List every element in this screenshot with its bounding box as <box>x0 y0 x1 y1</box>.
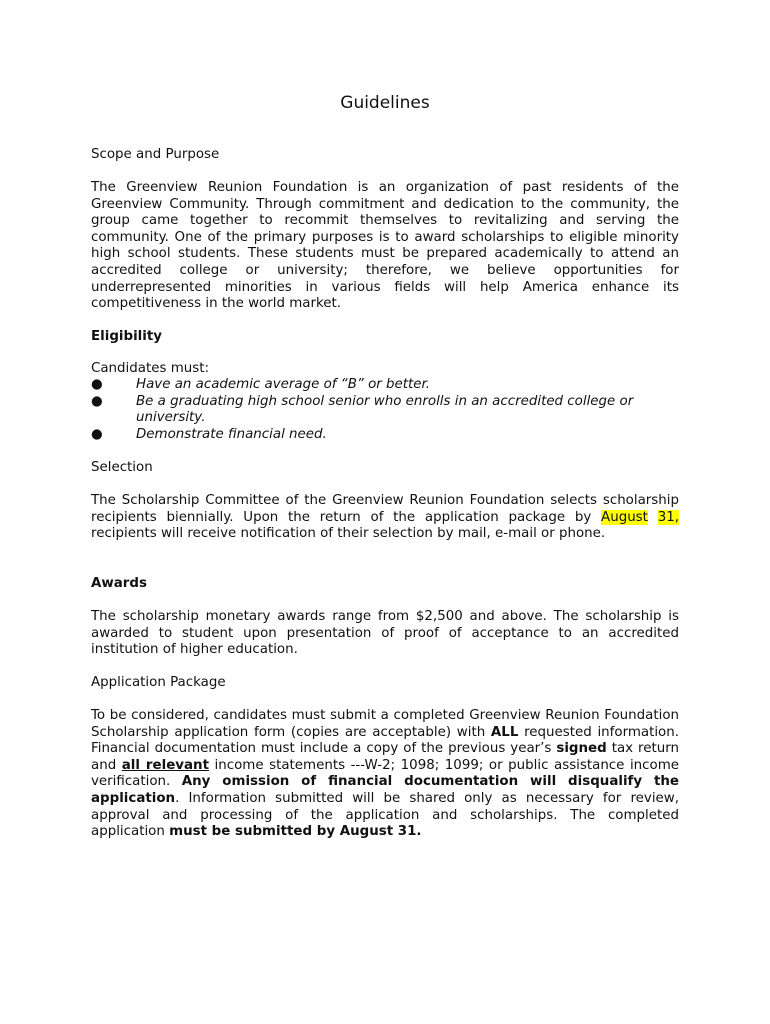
eligibility-list <box>91 377 679 443</box>
highlighted-date-month: August <box>601 509 648 525</box>
highlighted-date-day: 31, <box>657 509 679 525</box>
bullet-icon: ● <box>91 426 103 442</box>
bullet-icon: ● <box>91 377 103 392</box>
bullet-icon: ● <box>91 393 103 409</box>
awards-paragraph: The scholarship monetary awards range from $2,500 and above. The scholarship is awarded to student upon presentation of proof of acceptance to an accredited institution of higher education. <box>91 609 679 658</box>
awards-heading: Awards <box>91 576 147 591</box>
eligibility-heading: Eligibility <box>91 329 162 344</box>
application-heading: Application Package <box>91 675 226 690</box>
eligibility-item: ● Be a graduating high school senior who enrolls in an accredited college or university. <box>91 393 634 426</box>
eligibility-item: ● Demonstrate financial need. <box>91 426 327 442</box>
application-paragraph: To be considered, candidates must submit a completed Greenview Reunion Foundation Scholarship application form (copies are acceptable) with ALL requested information. Financial documentation must include a copy of the previous year’s signed tax return and all relevant income statements ---W-2; 1098; 1099; or public assistance income verification. Any omission of financial documentation will disqualify the application. Information submitted will be shared only as necessary for review, approval and processing of the application and scholarships. The completed application must be submitted by August 31. <box>91 708 679 840</box>
scope-paragraph: The Greenview Reunion Foundation is an organization of past residents of the Greenview Community. Through commitment and dedication to the community, the group came together to recommit themselves to revitalizing and serving the community. One of the primary purposes is to award scholarships to eligible minority high school students. These students must be prepared academically to attend an accredited college or university; therefore, we believe opportunities for underrepresented minorities in various fields will help America enhance its competitiveness in the world market. <box>91 180 679 312</box>
selection-heading: Selection <box>91 460 153 475</box>
selection-paragraph: The Scholarship Committee of the Greenview Reunion Foundation selects scholarship recipients biennially. Upon the return of the application package by August 31, recipients will receive notification of their selection by mail, e-mail or phone. <box>91 493 679 542</box>
eligibility-intro: Candidates must: <box>91 361 209 376</box>
page-title: Guidelines <box>340 93 430 113</box>
eligibility-item: ● Have an academic average of “B” or better. <box>91 377 431 392</box>
scope-heading: Scope and Purpose <box>91 147 220 162</box>
